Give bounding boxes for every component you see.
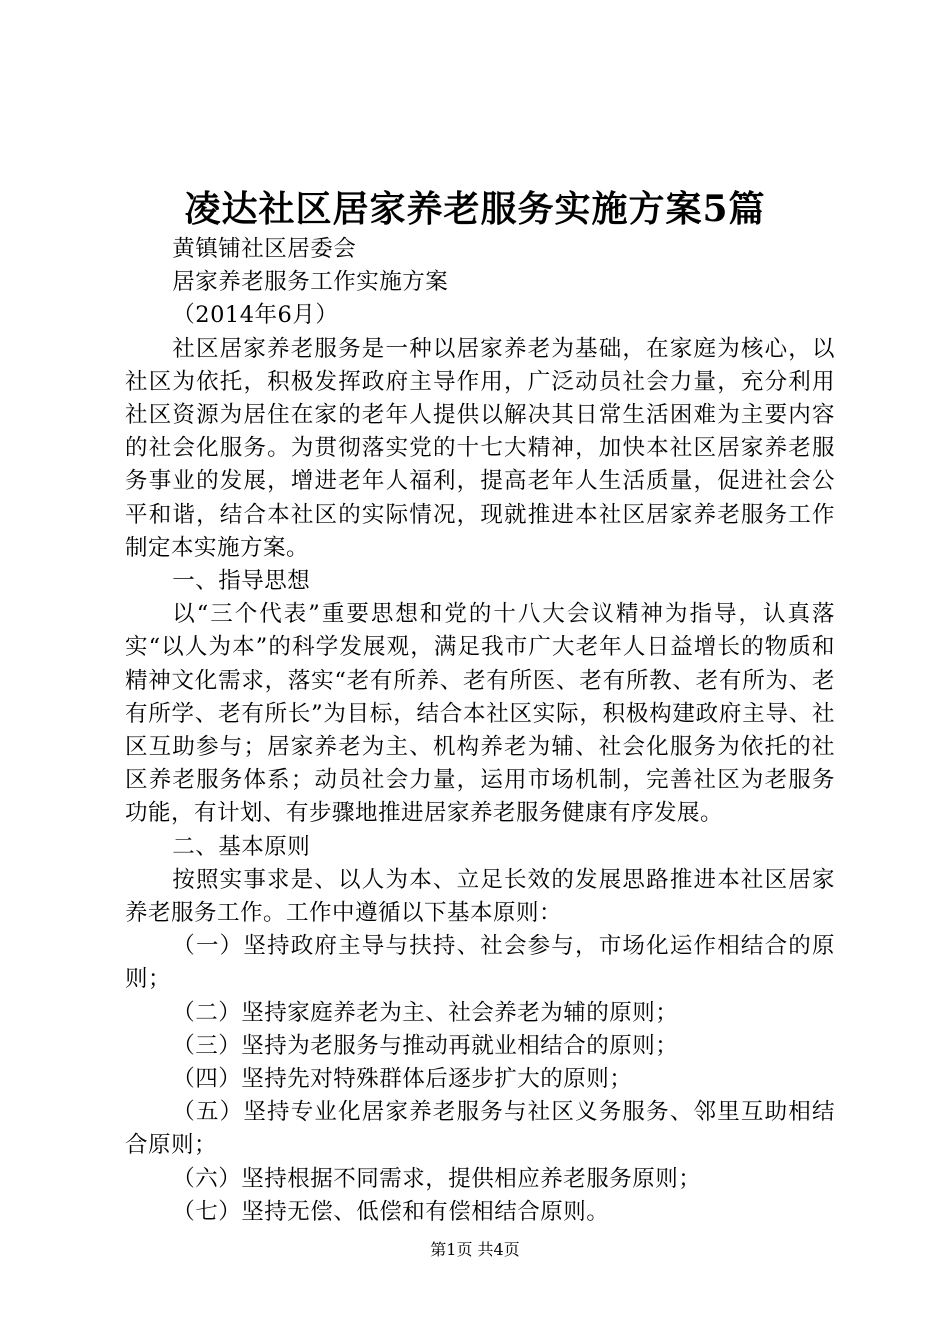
principle-item-6: （六）坚持根据不同需求，提供相应养老服务原则； xyxy=(172,1165,702,1192)
document-title: 凌达社区居家养老服务实施方案5篇 xyxy=(184,188,766,230)
basic-principles-paragraph: 按照实事求是、以人为本、立足长效的发展思路推进本社区居家养老服务工作。工作中遵循以下基本原则： xyxy=(125,866,835,927)
principle-item-4: （四）坚持先对特殊群体后逐步扩大的原则； xyxy=(172,1066,633,1093)
principle-item-5: （五）坚持专业化居家养老服务与社区义务服务、邻里互助相结合原则； xyxy=(125,1099,835,1159)
page-number-footer: 第1页 共4页 xyxy=(430,1240,520,1259)
principle-item-7: （七）坚持无偿、低偿和有偿相结合原则。 xyxy=(172,1198,610,1225)
section-heading-basic-principles: 二、基本原则 xyxy=(172,833,311,860)
issuer-line: 黄镇铺社区居委会 xyxy=(172,236,357,262)
section-heading-guiding-thought: 一、指导思想 xyxy=(172,568,311,595)
intro-paragraph: 社区居家养老服务是一种以居家养老为基础，在家庭为核心，以社区为依托，积极发挥政府主导作用，广泛动员社会力量，充分利用社区资源为居住在家的老年人提供以解决其日常生活困难为主要内容的社会化服务。为贯彻落实党的十七大精神，加快本社区居家养老服务事业的发展，增进老年人福利，提高老年人生活质量，促进社会公平和谐，结合本社区的实际情况，现就推进本社区居家养老服务工作制定本实施方案。 xyxy=(125,335,835,561)
principle-item-1: （一）坚持政府主导与扶持、社会参与，市场化运作相结合的原则； xyxy=(125,933,835,993)
document-body xyxy=(125,233,835,1229)
principle-item-2: （二）坚持家庭养老为主、社会养老为辅的原则； xyxy=(172,999,679,1026)
principle-item-3: （三）坚持为老服务与推动再就业相结合的原则； xyxy=(172,1032,679,1059)
guiding-thought-paragraph: 以“三个代表”重要思想和党的十八大会议精神为指导，认真落实“以人为本”的科学发展观，满足我市广大老年人日益增长的物质和精神文化需求，落实“老有所养、老有所医、老有所教、老有所为、老有所学、老有所长”为目标，结合本社区实际，积极构建政府主导、社区互助参与；居家养老为主、机构养老为辅、社会化服务为依托的社区养老服务体系；动员社会力量，运用市场机制，完善社区为老服务功能，有计划、有步骤地推进居家养老服务健康有序发展。 xyxy=(125,601,835,827)
date-line: （2014年6月） xyxy=(172,302,339,329)
subtitle-line: 居家养老服务工作实施方案 xyxy=(172,269,449,296)
